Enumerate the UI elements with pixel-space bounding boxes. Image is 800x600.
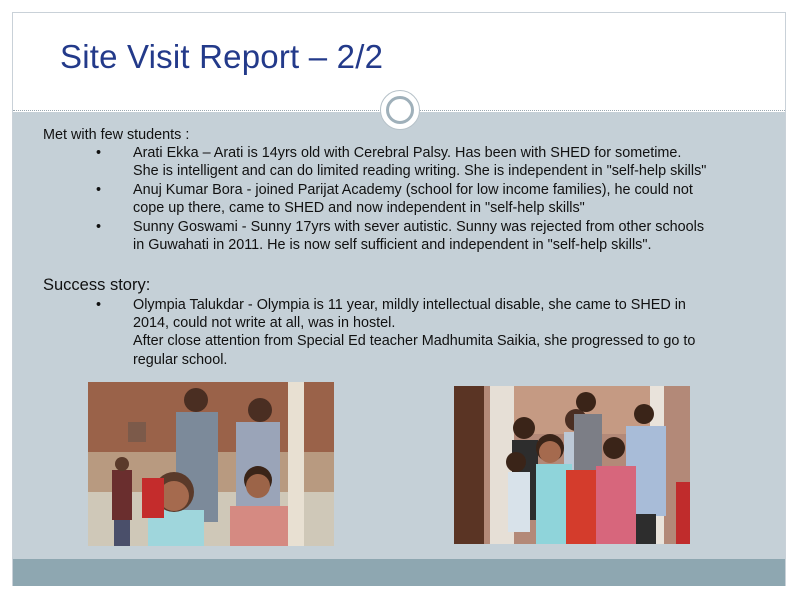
student-item-1 — [133, 144, 773, 180]
intro-text: Met with few students : — [43, 127, 190, 143]
circle-ornament-icon — [380, 90, 420, 130]
success-line-3: After close attention from Special Ed teacher Madhumita Saikia, she progressed to go to — [133, 333, 696, 350]
student-1-line-1: Arati Ekka – Arati is 14yrs old with Cerebral Palsy. Has been with SHED for sometime. — [133, 145, 682, 161]
students-photo-2 — [454, 386, 690, 544]
student-3-line-2: in Guwahati in 2011. He is now self sufficient and independent in "self-help skills". — [133, 237, 652, 254]
student-2-line-2: cope up there, came to SHED and now independent in "self-help skills" — [133, 200, 585, 217]
success-item — [133, 296, 773, 369]
photo-2-illustration — [454, 386, 690, 544]
bullet-marker: • — [96, 297, 102, 313]
photo-1-illustration — [88, 382, 334, 546]
success-line-2: 2014, could not write at all, was in hostel. — [133, 315, 396, 332]
bullet-marker: • — [96, 145, 102, 161]
student-3-line-1: Sunny Goswami - Sunny 17yrs with sever autistic. Sunny was rejected from other schools — [133, 219, 705, 235]
student-2-line-1: Anuj Kumar Bora - joined Parijat Academy (school for low income families), he could not — [133, 182, 693, 198]
success-line-1: Olympia Talukdar - Olympia is 11 year, mildly intellectual disable, she came to SHED in — [133, 297, 686, 313]
students-photo-1 — [88, 382, 334, 546]
student-item-2 — [133, 181, 773, 217]
bullet-marker: • — [96, 219, 102, 235]
footer-band — [13, 559, 785, 586]
student-1-line-2: She is intelligent and can do limited reading writing. She is independent in "self-help skills" — [133, 163, 707, 180]
success-line-4: regular school. — [133, 351, 228, 368]
slide-title: Site Visit Report – 2/2 — [60, 38, 384, 75]
student-item-3 — [133, 218, 773, 254]
bullet-marker: • — [96, 182, 102, 198]
success-heading: Success story: — [43, 276, 151, 294]
